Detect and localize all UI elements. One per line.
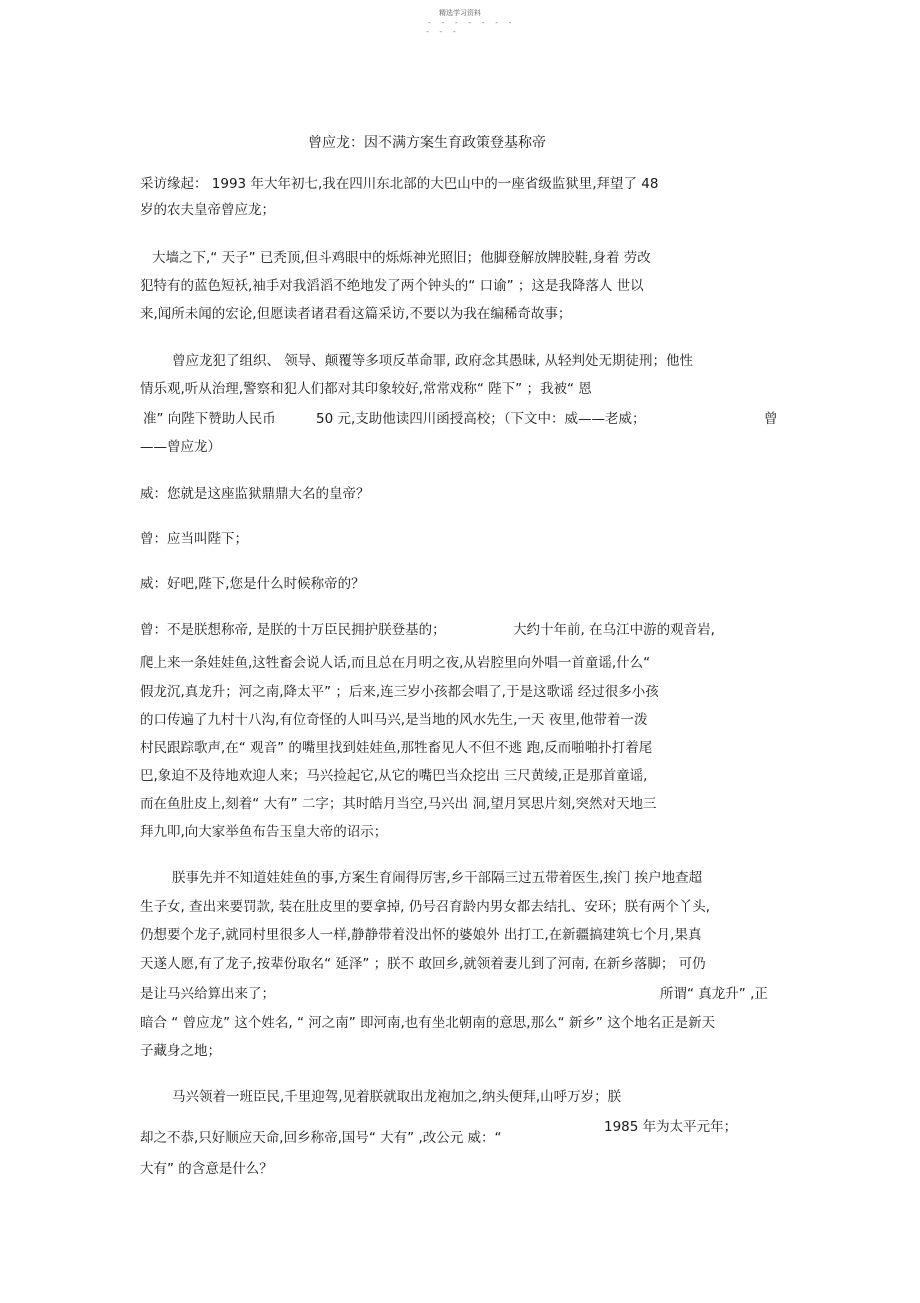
text-line: 生子女, 查出来要罚款, 装在肚皮里的要拿掉, 仍号召育龄内男女都去结扎、安环；朕有两个丫头, (140, 899, 711, 915)
text-line: 仍想要个龙子,就同村里很多人一样,静静带着没出怀的婆娘外 出打工,在新疆搞建筑七个月,果真 (140, 927, 702, 943)
text-line: 却之不恭,只好顺应天命,回乡称帝,国号“ 大有” ,改公元 威：“ (140, 1130, 502, 1146)
text-line: 朕事先并不知道娃娃鱼的事,方案生育闹得厉害,乡干部隔三过五带着医生,挨门 挨户地查超 (172, 870, 703, 886)
text-line: 马兴领着一班臣民,千里迎驾,见着朕就取出龙袍加之,纳头便拜,山呼万岁；朕 (172, 1089, 622, 1105)
header-dash-line: - - - (426, 27, 460, 36)
text-line: 子藏身之地； (140, 1043, 221, 1059)
text-line: 1985 年为太平元年； (604, 1119, 738, 1135)
dialogue-line: 曾：不是朕想称帝, 是朕的十万臣民拥护朕登基的； (140, 622, 446, 638)
text-line: 准” 向陛下赞助人民币 (143, 411, 276, 427)
dialogue-line: 大有” 的含意是什么？ (140, 1161, 273, 1177)
dialogue-line: 威：您就是这座监狱鼎鼎大名的皇帝？ (140, 486, 370, 502)
text-line: ——曾应龙） (140, 439, 221, 455)
text-line: 来,闻所未闻的宏论,但愿读者诸君看这篇采访,不要以为我在编稀奇故事； (140, 306, 572, 322)
text-line: 巴,象迫不及待地欢迎人来；马兴捡起它,从它的嘴巴当众挖出 三尺黄绫,正是那首童谣, (140, 768, 648, 784)
text-line: 的口传遍了九村十八沟,有位奇怪的人叫马兴,是当地的风水先生,一天 夜里,他带着一泼 (140, 712, 648, 728)
header-dash-line: - - - - - - - (428, 18, 516, 27)
text-line: 情乐观,听从治理,警察和犯人们都对其印象较好,常常戏称“ 陛下” ；我被“ 恩 (140, 381, 592, 397)
text-line: 犯特有的蓝色短袄,袖手对我滔滔不绝地发了两个钟头的“ 口谕” ；这是我降落人 世以 (140, 278, 644, 294)
page-header-label: 精选学习资料 (439, 9, 481, 17)
page-title: 曾应龙：因不满方案生育政策登基称帝 (308, 135, 546, 151)
text-line: 拜九叩,向大家举鱼布告玉皇大帝的诏示； (140, 824, 388, 840)
text-line: 大约十年前, 在乌江中游的观音岩, (513, 622, 715, 638)
text-line: 曾应龙犯了组织、 领导、颠覆等多项反革命罪, 政府念其愚昧, 从轻判处无期徒刑；他性 (172, 353, 693, 369)
text-line: 村民跟踪歌声,在“ 观音” 的嘴里找到娃娃鱼,那牲畜见人不但不逃 跑,反而啪啪扑打着尾 (140, 740, 653, 756)
text-line: 暗合 “ 曾应龙” 这个姓名, “ 河之南” 即河南,也有坐北朝南的意思,那么“ 新乡” 这个地名正是新天 (140, 1015, 716, 1031)
text-line: 采访缘起： 1993 年大年初七,我在四川东北部的大巴山中的一座省级监狱里,拜望了 48 (140, 176, 659, 192)
text-line: 是让马兴给算出来了； (140, 986, 275, 1002)
dialogue-line: 威：好吧,陛下,您是什么时候称帝的？ (140, 576, 365, 592)
text-line: 曾 (764, 411, 778, 427)
text-line: 天遂人愿,有了龙子,按辈份取名“ 延泽” ；朕不 敢回乡,就领着妻儿到了河南, 在新乡落脚； 可仍 (140, 956, 706, 972)
text-line: 岁的农夫皇帝曾应龙； (140, 202, 275, 218)
text-line: 50 元,支助他读四川函授高校；（下文中：威——老威； (316, 411, 646, 427)
text-line: 爬上来一条娃娃鱼,这牲畜会说人话,而且总在月明之夜,从岩腔里向外唱一首童谣,什么“ (140, 655, 651, 671)
dialogue-line: 曾：应当叫陛下； (140, 531, 248, 547)
text-line: 所谓“ 真龙升” ,正 (660, 986, 768, 1002)
text-line: 假龙沉,真龙升；河之南,降太平” ；后来,连三岁小孩都会唱了,于是这歌谣 经过很多小孩 (140, 684, 659, 700)
text-line: 而在鱼肚皮上,刻着“ 大有” 二字；其时皓月当空,马兴出 洞,望月冥思片刻,突然对天地三 (140, 796, 657, 812)
text-line: 大墙之下,“ 天子” 已秃顶,但斗鸡眼中的烁烁神光照旧；他脚登解放牌胶鞋,身着 劳改 (152, 250, 651, 266)
